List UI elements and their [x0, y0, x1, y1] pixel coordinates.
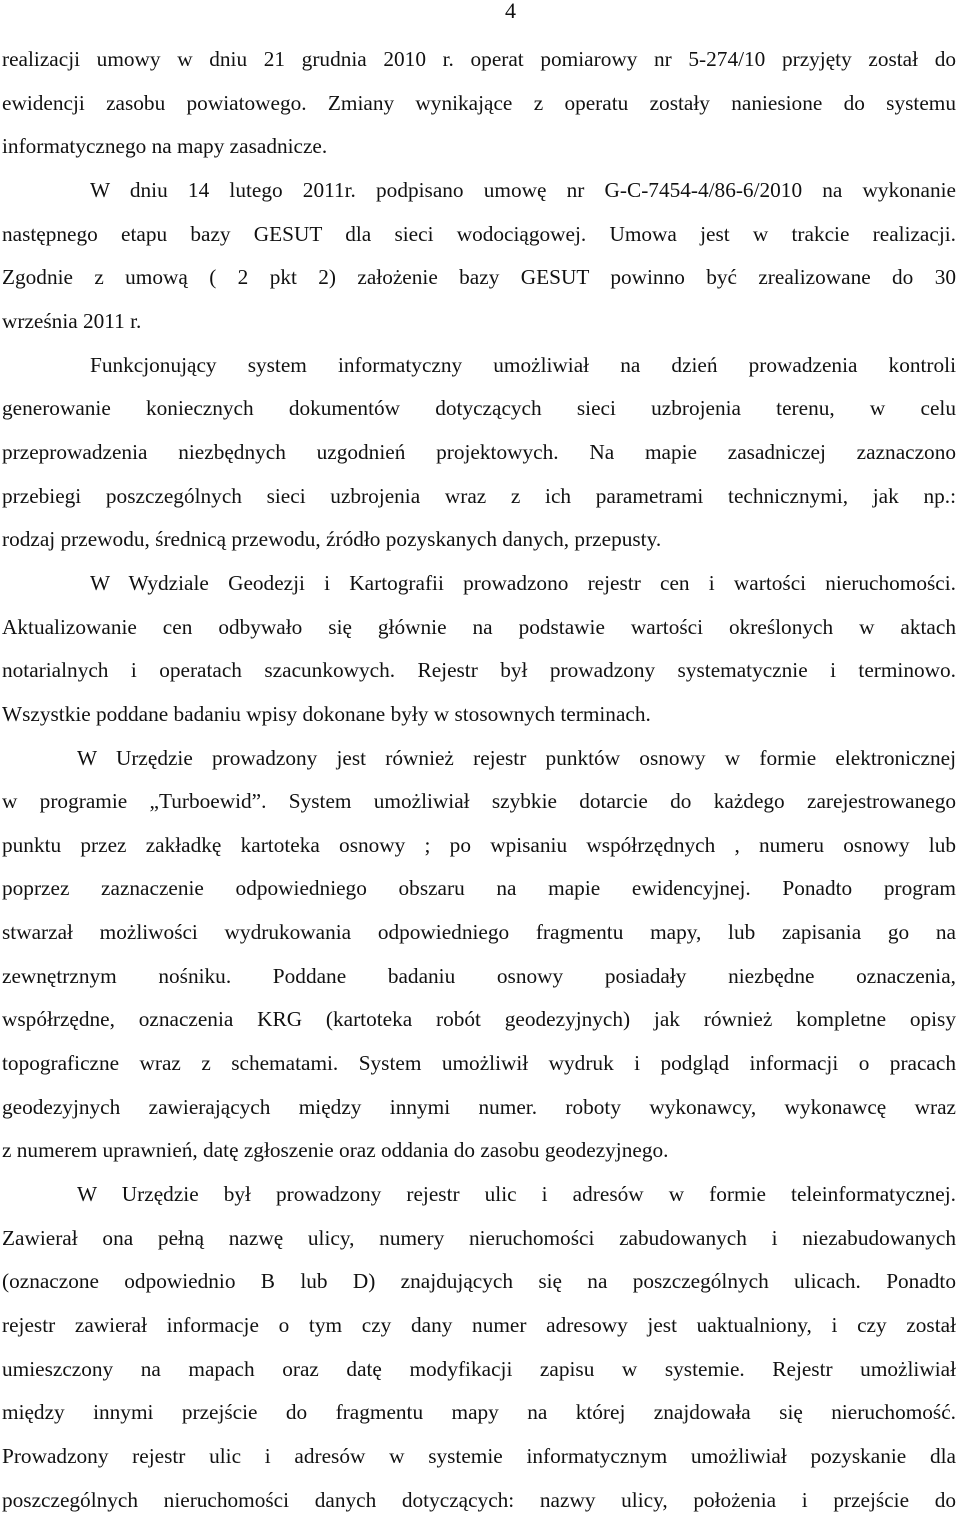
text-line: Wszystkie poddane badaniu wpisy dokonane były w stosownych terminach. [2, 701, 651, 726]
text-line: między innymi przejście do fragmentu mapy na której znajdowała się nieruchomość. [2, 1400, 956, 1425]
text-line: notarialnych i operatach szacunkowych. Rejestr był prowadzony systematycznie i terminowo. [2, 658, 956, 683]
text-line: poprzez zaznaczenie odpowiedniego obszaru na mapie ewidencyjnej. Ponadto program [2, 876, 956, 901]
text-line: W Wydziale Geodezji i Kartografii prowadzono rejestr cen i wartości nieruchomości. [90, 570, 956, 595]
text-line: geodezyjnych zawierających między innymi numer. roboty wykonawcy, wykonawcę wraz [2, 1094, 956, 1119]
text-line: (oznaczone odpowiednio B lub D) znajdujących się na poszczególnych ulicach. Ponadto [2, 1269, 956, 1294]
text-line: Zawierał ona pełną nazwę ulicy, numery nieruchomości zabudowanych i niezabudowanych [2, 1225, 956, 1250]
text-line: Funkcjonujący system informatyczny umożliwiał na dzień prowadzenia kontroli [90, 352, 956, 377]
text-line: ewidencji zasobu powiatowego. Zmiany wynikające z operatu zostały naniesione do systemu [2, 90, 956, 115]
text-line: W Urzędzie był prowadzony rejestr ulic i adresów w formie teleinformatycznej. [77, 1182, 956, 1207]
text-line: w programie „Turboewid”. System umożliwiał szybkie dotarcie do każdego zarejestrowanego [2, 789, 956, 814]
text-line: W Urzędzie prowadzony jest również rejestr punktów osnowy w formie elektronicznej [77, 745, 956, 770]
text-line: informatycznego na mapy zasadnicze. [2, 134, 328, 159]
text-line: zewnętrznym nośniku. Poddane badaniu osnowy posiadały niezbędne oznaczenia, [2, 963, 956, 988]
text-line: stwarzał możliwości wydrukowania odpowiedniego fragmentu mapy, lub zapisania go na [2, 920, 956, 945]
text-line: Zgodnie z umową ( 2 pkt 2) założenie bazy GESUT powinno być zrealizowane do 30 [2, 265, 956, 290]
body-text [2, 38, 956, 1522]
text-line: współrzędne, oznaczenia KRG (kartoteka robót geodezyjnych) jak również kompletne opisy [2, 1007, 956, 1032]
text-line: rejestr zawierał informacje o tym czy dany numer adresowy jest uaktualniony, i czy został [2, 1313, 956, 1338]
text-line: Aktualizowanie cen odbywało się głównie na podstawie wartości określonych w aktach [2, 614, 956, 639]
text-line: W dniu 14 lutego 2011r. podpisano umowę nr G-C-7454-4/86-6/2010 na wykonanie [90, 177, 956, 202]
text-line: z numerem uprawnień, datę zgłoszenie oraz oddania do zasobu geodezyjnego. [2, 1138, 669, 1163]
text-line: topograficzne wraz z schematami. System umożliwił wydruk i podgląd informacji o pracach [2, 1051, 956, 1076]
text-line: realizacji umowy w dniu 21 grudnia 2010 r. operat pomiarowy nr 5-274/10 przyjęty został do [2, 47, 956, 71]
text-line: poszczególnych nieruchomości danych dotyczących: nazwy ulicy, położenia i przejście do [2, 1487, 956, 1512]
text-line: Prowadzony rejestr ulic i adresów w systemie informatycznym umożliwiał pozyskanie dla [2, 1444, 956, 1468]
text-line: września 2011 r. [2, 308, 142, 333]
text-line: generowanie koniecznych dokumentów dotyczących sieci uzbrojenia terenu, w celu [2, 396, 956, 421]
text-line: przeprowadzenia niezbędnych uzgodnień projektowych. Na mapie zasadniczej zaznaczono [2, 439, 956, 464]
text-line: punktu przez zakładkę kartoteka osnowy ; po wpisaniu współrzędnych , numeru osnowy lub [2, 832, 956, 857]
text-line: umieszczony na mapach oraz datę modyfikacji zapisu w systemie. Rejestr umożliwiał [2, 1356, 956, 1381]
page-number: 4 [505, 0, 516, 23]
text-line: rodzaj przewodu, średnicą przewodu, źródło pozyskanych danych, przepusty. [2, 527, 662, 552]
text-line: następnego etapu bazy GESUT dla sieci wodociągowej. Umowa jest w trakcie realizacji. [2, 221, 956, 246]
text-line: przebiegi poszczególnych sieci uzbrojenia wraz z ich parametrami technicznymi, jak np.: [2, 483, 956, 508]
